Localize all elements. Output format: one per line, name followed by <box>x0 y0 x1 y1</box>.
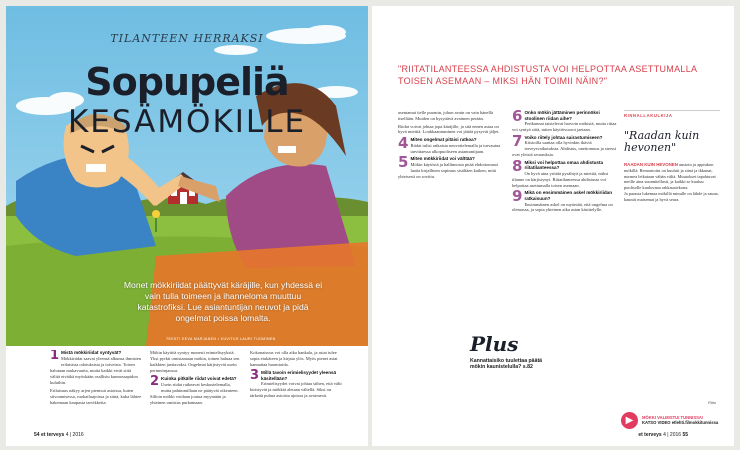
paragraph: Kokonaisuus voi olla aika hankala, ja asiat tulee sopia etukäteen ja kirjata ylös. Myös pienet asiat kannattaa huomioida. <box>250 350 338 367</box>
question-heading: Millä tavoin erimielisyydet yleensä käsitellään? <box>261 370 337 381</box>
question-number: 5 <box>398 153 409 172</box>
question-heading: Mikä on ensimmäinen askel mökkiriidan ratkaisuun? <box>524 190 613 201</box>
paragraph: Erimielisyydet voivat johtaa siihen, että välit kiristyvät ja mökkiä aletaan vältellä. Siksi on tärkeää puhua asioista ajoissa ja avoimesti. <box>250 381 342 399</box>
question-heading: Voiko riitely johtaa sairastumiseen? <box>524 134 603 140</box>
left-footer <box>34 432 84 438</box>
play-icon: ▶ <box>621 412 638 429</box>
magazine-brand: et terveys <box>40 432 65 438</box>
question-heading: Miten ongelmat pitäisi ratkoa? <box>410 137 477 143</box>
page-number: 55 <box>682 432 688 438</box>
kicker: TILANTEEN HERRAKSI <box>110 32 264 45</box>
paragraph: Perikunnat taistelevat harvoin mökistä, mutta riitaa voi syntyä siitä, miten käyttövuorot jaetaan. <box>512 121 617 132</box>
question-number: 1 <box>50 350 60 363</box>
question-heading: Miten mökkiriidat voi välttää? <box>410 156 475 162</box>
plus-teaser <box>470 332 548 386</box>
issue: 4 | 2016 <box>663 432 682 438</box>
question-number: 7 <box>512 131 523 150</box>
paragraph: Usein riidat ratkeavat keskustelemalla, mutta pahimmillaan ne päätyvät oikeuteen. Silloin mökki voidaan joutua myymään ja yhteinen omistus purkamaan. <box>150 381 239 405</box>
question-number: 9 <box>512 187 523 206</box>
question-heading: Mistä mökkiriidat syntyvät? <box>61 350 122 355</box>
sidebar-title: "Raadan kuin hevonen" <box>624 129 700 154</box>
question-number: 3 <box>250 368 260 383</box>
paragraph: Mökin käyttöä syntyy monesti erimielisyyksiä. Yksi pyrkii omistamaan mökin, toinen haluaa sen kaikkien jaettavaksi. Ongelmat kärjistyvät usein perinnönjaossa. <box>150 350 240 373</box>
paragraph: Ensimmäinen askel on myöntää, että ongelma on olemassa, ja sopia yhteinen aika asian käsittelylle. <box>512 201 613 213</box>
plus-text: Kannattaisiko tuulettaa päätä mökin kaunistelulla? s.82 <box>470 358 543 371</box>
sidebar-text: ansioin ja appiukon mökillä. Remontoitu on kuuluit ja siinä ja ikkunat, nurmea leikataan vähän väliä. Muutokset tapahtuvat meille aina suunnitellusti, ja kaikki se kuuluu puolisolle kuuluvana rakkaustekona. <box>624 162 716 191</box>
paragraph: Mökkiriidat saavat yleensä alkunsa ihmisten erilaisista odotuksista ja toiveista. Toisen halutaan mukavuutta, mutta kaikki eivät siitä välitä eivätkä myöskään osallistu kunnossapidon kuluihin. <box>50 355 142 385</box>
sidebar-lead: RAADAN KUIN HEVONEN <box>624 162 678 167</box>
issue: 4 | 2016 <box>65 432 84 438</box>
sidebar-kicker: RINNALLAKULKIJA <box>624 113 673 118</box>
sidebar-body <box>624 162 720 203</box>
credit-line: TEKSTI EEVA MARJANEN • KUVITUS LAURI TUOMINEN <box>166 337 276 341</box>
body-columns <box>50 350 342 430</box>
column-3 <box>250 350 342 430</box>
lede: Monet mökkiriidat päättyvät käräjille, kun yhdessä ei vain tulla toimeen ja ihanneloma muuttuu katastrofiksi. Lue asiantuntijan neuvot ja pidä ongelmat poissa lomalta. <box>123 280 323 323</box>
paragraph: Riidat tulisi ratkaista neuvottelemalla ja turvautua tarvittaessa ulkopuoliseen asiantuntijaan. <box>410 142 501 154</box>
question-number: 2 <box>150 374 160 389</box>
paragraph: Erilaisuus näkyy arjen pienissä asioissa, kuten siivoamisessa, ruokailuajoissa ja siinä, kuka lähtee hakemaan kaupasta tarvikkeita. <box>50 387 142 405</box>
promo-link[interactable]: KATSO VIDEO etlehti.fi/mokkitunnissa <box>642 420 719 425</box>
author: Riitu <box>708 400 717 405</box>
question-heading: Kuinka pitkälle riidat voivat edetä? <box>161 376 237 381</box>
question-number: 4 <box>398 134 409 153</box>
video-promo[interactable] <box>621 410 721 430</box>
magazine-brand: et terveys <box>638 432 662 438</box>
sidebar <box>624 110 720 410</box>
paragraph: Kiistoilla saattaa olla hyvinkin ikäviä terveysvaikutuksia. Ahdistus, unettomuus ja stressi ovat yleisiä seurauksia. <box>512 140 617 157</box>
sidebar-paragraph: Ja parasta lukemaa mökillä minulle on lähde ja sauna, kauniit maisemat ja hyvä seura. <box>624 190 719 202</box>
paragraph: On hyvä aina yrittää pysähtyä ja miettiä, miksi tilanne on kärjistynyt. Riitatilanteessa ahdistusta voi helpottaa asettumalla toisen asemaan. <box>512 170 609 188</box>
right-footer <box>638 432 688 438</box>
paragraph: asentamat tielle puomin, johon avain on vain hänellä itsellään. Muiden on kysyttävä avaimen perään. <box>398 110 493 121</box>
page-number: 54 <box>34 432 40 438</box>
headline-line2: KESÄMÖKILLE <box>67 104 307 140</box>
left-page <box>6 6 368 446</box>
question-number: 6 <box>512 110 523 125</box>
headline-line1: Sopupeliä <box>85 60 289 104</box>
paragraph: Riidat voivat johtaa jopa käräjille, ja sitä ennen asiaa on hyvä miettiä. Loukkaantuminen voi jättää pysyvät jäljet. <box>398 123 500 135</box>
right-page <box>372 6 734 446</box>
question-heading: Onko mökin jättäminen perinnöksi stoolinen riidan aihe? <box>524 110 600 121</box>
promo-title: MÖKKI VALMISTUI TUNNISSA! <box>642 415 704 420</box>
paragraph: Mökin käytöstä ja hallinnosta pitää ehdottomasti laatia kirjallinen sopimus sisältäen kaiken, mitä yhteisesti on sovittu. <box>398 161 499 179</box>
plus-logo: Plus <box>470 332 519 356</box>
question-number: 8 <box>512 156 523 175</box>
column-1 <box>50 350 142 430</box>
pull-quote: "RIITATILANTEESSA AHDISTUSTA VOI HELPOTTAA ASETTUMALLA TOISEN ASEMAAN – MIKSI HÄN TOIMII NÄIN?" <box>398 64 697 86</box>
question-heading: Miksi voi helpottaa omaa ahdistusta riitatilanteessa? <box>524 159 604 171</box>
column-2 <box>150 350 242 430</box>
